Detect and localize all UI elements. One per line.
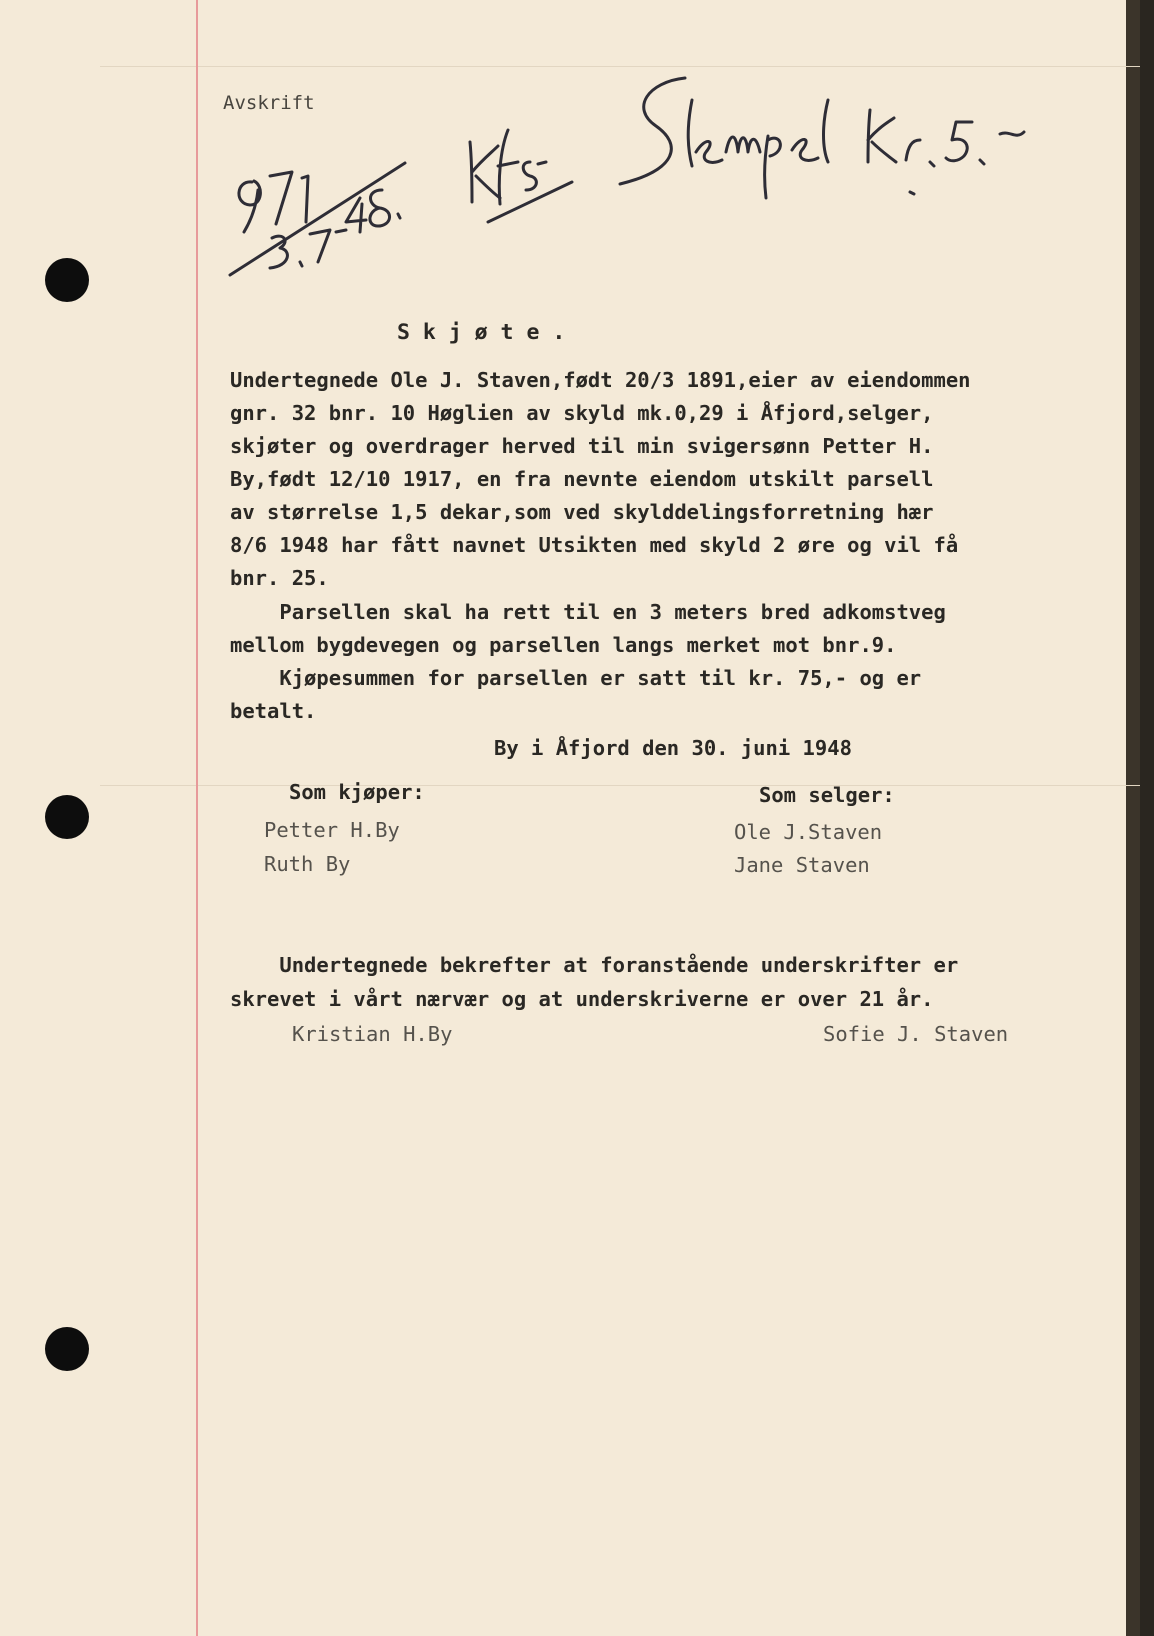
place-and-date: By i Åfjord den 30. juni 1948 bbox=[494, 736, 852, 760]
witness-signature: Sofie J. Staven bbox=[823, 1022, 1009, 1046]
seller-label: Som selger: bbox=[759, 783, 895, 807]
witness-line: skrevet i vårt nærvær og at underskriverne er over 21 år. bbox=[230, 987, 934, 1011]
buyer-signature: Petter H.By bbox=[264, 818, 400, 842]
seller-signature: Ole J.Staven bbox=[734, 820, 883, 844]
handwritten-annotations bbox=[0, 0, 1140, 320]
body-line: Undertegnede Ole J. Staven,født 20/3 1891,eier av eiendommen bbox=[230, 368, 971, 392]
handwritten-number bbox=[239, 172, 308, 232]
body-line: skjøter og overdrager herved til min svigersønn Petter H. bbox=[230, 434, 934, 458]
body-line: bnr. 25. bbox=[230, 566, 329, 590]
body-line: By,født 12/10 1917, en fra nevnte eiendom utskilt parsell bbox=[230, 467, 934, 491]
witness-signature: Kristian H.By bbox=[292, 1022, 453, 1046]
punch-hole bbox=[45, 795, 89, 839]
body-line: av størrelse 1,5 dekar,som ved skylddelingsforretning hær bbox=[230, 500, 934, 524]
avskrift-label: Avskrift bbox=[223, 92, 315, 114]
witness-line: Undertegnede bekrefter at foranstående underskrifter er bbox=[230, 953, 959, 977]
handwritten-date bbox=[270, 190, 400, 268]
body-line: 8/6 1948 har fått navnet Utsikten med skyld 2 øre og vil få bbox=[230, 533, 959, 557]
body-line: Kjøpesummen for parsellen er satt til kr. 75,- og er bbox=[230, 666, 922, 690]
body-line: Parsellen skal ha rett til en 3 meters bred adkomstveg bbox=[230, 600, 946, 624]
body-line: gnr. 32 bnr. 10 Høglien av skyld mk.0,29 i Åfjord,selger, bbox=[230, 401, 934, 425]
document-title: S k j ø t e . bbox=[397, 320, 566, 345]
body-line: mellom bygdevegen og parsellen langs merket mot bnr.9. bbox=[230, 633, 897, 657]
ruled-line bbox=[100, 785, 1140, 786]
handwritten-initials bbox=[470, 130, 572, 222]
handwritten-underline bbox=[230, 163, 405, 275]
buyer-signature: Ruth By bbox=[264, 852, 351, 876]
body-line: betalt. bbox=[230, 699, 317, 723]
seller-signature: Jane Staven bbox=[734, 853, 870, 877]
punch-hole bbox=[45, 1327, 89, 1371]
buyer-label: Som kjøper: bbox=[289, 780, 425, 804]
handwritten-stamp bbox=[620, 78, 1024, 198]
